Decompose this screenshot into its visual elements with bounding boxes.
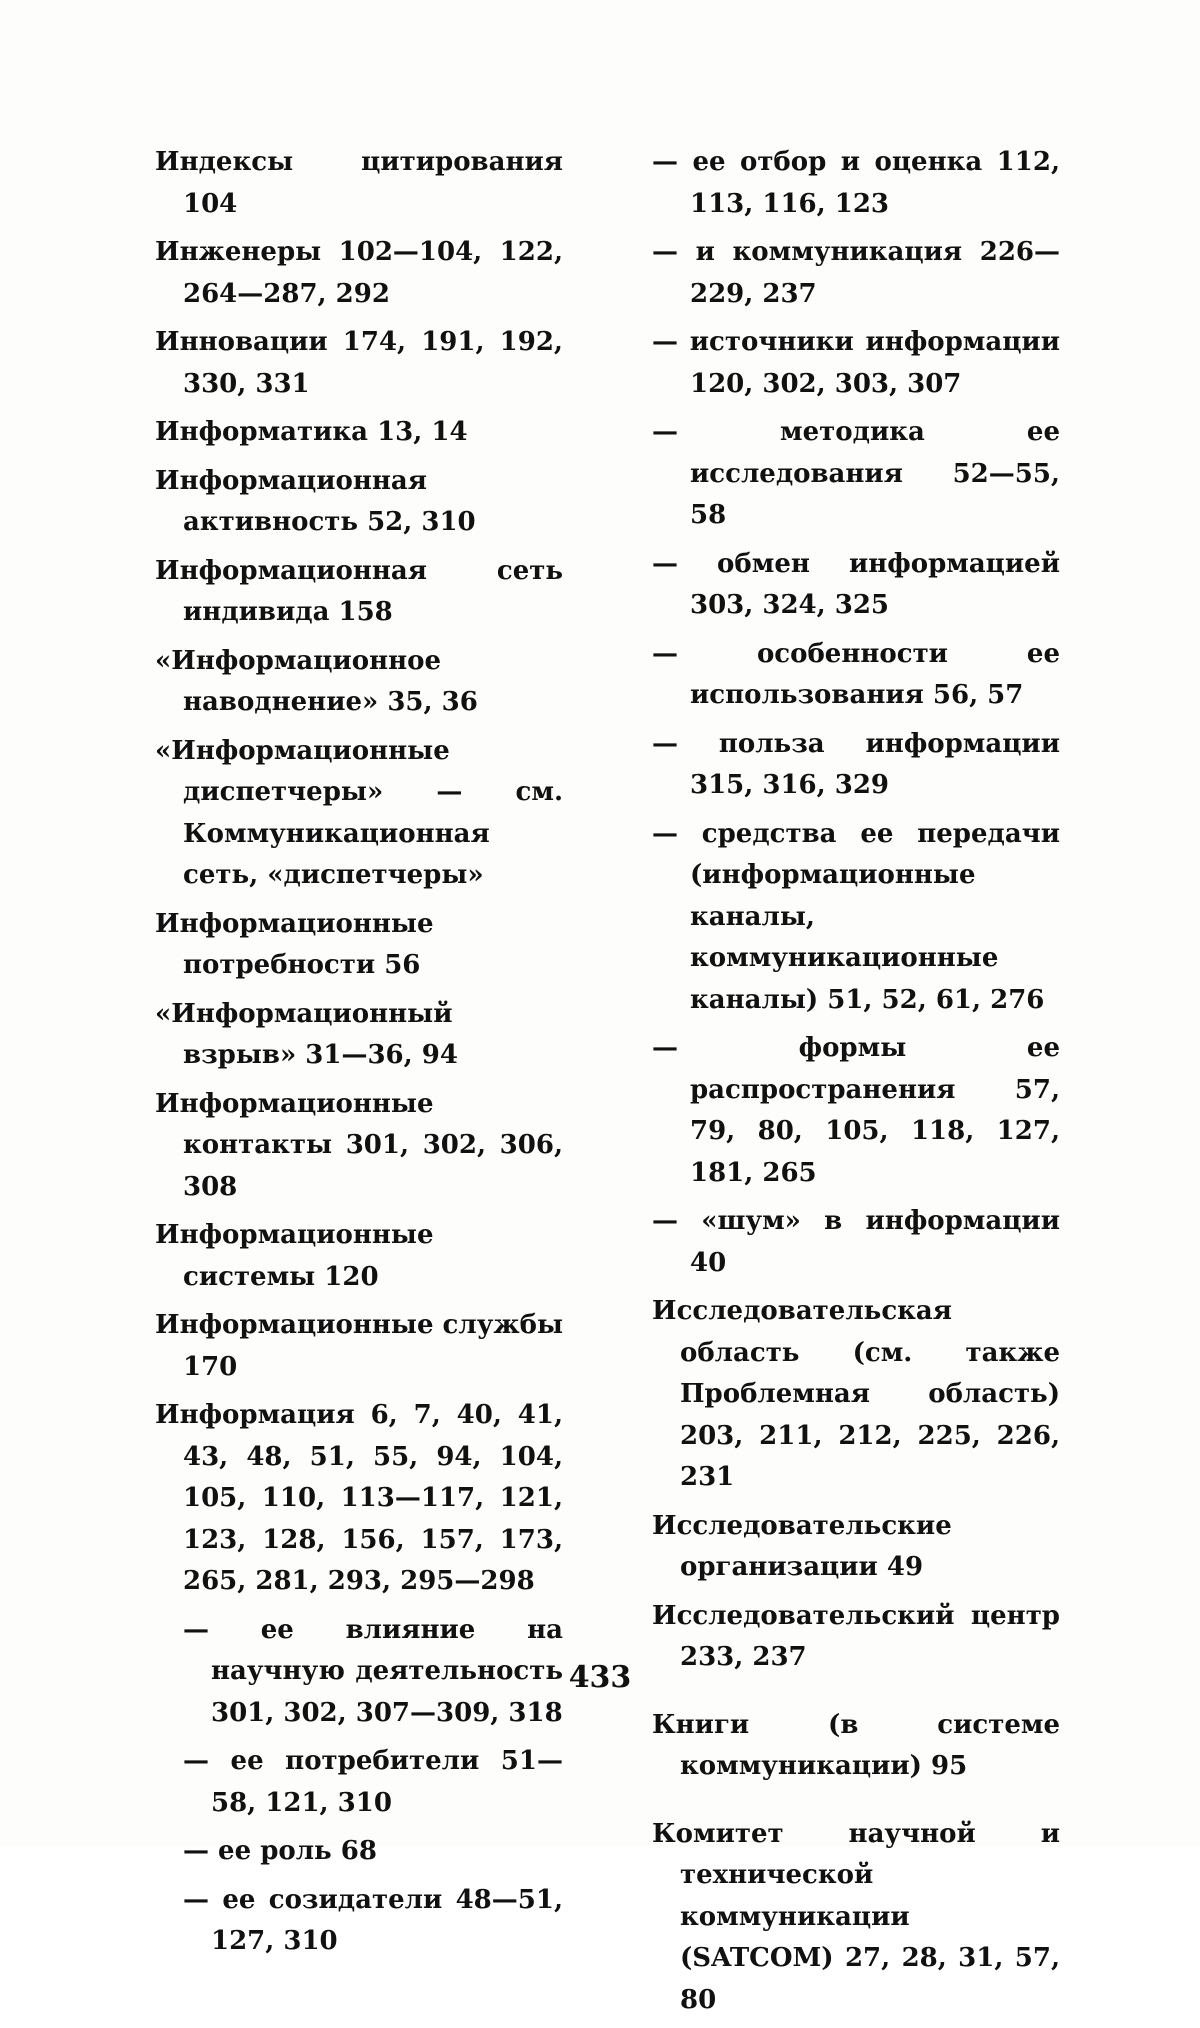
index-entry: Исследовательские организации 49 <box>652 1510 952 1582</box>
index-entry: Информационные потребности 56 <box>155 908 434 980</box>
index-subentry: — особенности ее использования 56, 57 <box>652 638 1060 710</box>
index-subentry: — обмен информацией 303, 324, 325 <box>652 548 1060 620</box>
index-subentry: — источники информации 120, 302, 303, 307 <box>652 327 1060 399</box>
index-entry: Исследовательский центр 233, 237 <box>652 1600 1060 1672</box>
index-subentry: — «шум» в информации 40 <box>652 1206 1060 1278</box>
index-column-left <box>155 142 563 1970</box>
index-subentry: — ее потребители 51—58, 121, 310 <box>183 1746 563 1818</box>
index-entry: «Информационный взрыв» 31—36, 94 <box>155 998 458 1070</box>
index-entry: Индексы цитирования 104 <box>155 147 563 219</box>
index-entry: Информатика 13, 14 <box>155 417 468 447</box>
index-subentry: — польза информации 315, 316, 329 <box>652 728 1060 800</box>
index-entry: Информационная сеть индивида 158 <box>155 555 563 627</box>
index-entry: Инженеры 102—104, 122, 264—287, 292 <box>155 237 563 309</box>
index-subentry: — формы ее распространения 57, 79, 80, 105, 118, 127, 181, 265 <box>652 1033 1060 1188</box>
index-entry: Информационные системы 120 <box>155 1220 434 1292</box>
index-subentry: — ее созидатели 48—51, 127, 310 <box>183 1884 563 1956</box>
index-entry: Информационная активность 52, 310 <box>155 465 476 537</box>
page-number: 433 <box>568 1660 632 1695</box>
index-entry: Исследовательская область (см. также Проблемная область) 203, 211, 212, 225, 226, 231 <box>652 1296 1060 1492</box>
index-entry: «Информационное наводнение» 35, 36 <box>155 645 478 717</box>
index-subentry: — ее отбор и оценка 112, 113, 116, 123 <box>652 147 1060 219</box>
index-subentry: — методика ее исследования 52—55, 58 <box>652 417 1060 530</box>
index-entry: Информационные контакты 301, 302, 306, 308 <box>155 1088 563 1202</box>
index-entry: «Информационные диспетчеры» — см. Коммуникационная сеть, «диспетчеры» <box>155 735 563 890</box>
index-subentry: — ее роль 68 <box>183 1836 377 1866</box>
index-entry: Инновации 174, 191, 192, 330, 331 <box>155 327 563 399</box>
index-subentry: — ее влияние на научную деятельность 301, 302, 307—309, 318 <box>183 1614 563 1728</box>
index-subentry: — и коммуникация 226—229, 237 <box>652 237 1060 309</box>
index-entry: Комитет научной и технической коммуникации (SATCOM) 27, 28, 31, 57, 80 <box>652 1818 1060 2015</box>
index-entry: Книги (в системе коммуникации) 95 <box>652 1709 1060 1781</box>
index-column-right <box>652 142 1060 2028</box>
index-subentry: — средства ее передачи (информационные каналы, коммуникационные каналы) 51, 52, 61, 276 <box>652 818 1060 1015</box>
index-entry: Информация 6, 7, 40, 41, 43, 48, 51, 55, 94, 104, 105, 110, 113—117, 121, 123, 128, 156, 157, 173, 265, 281, 293, 295—298 <box>155 1400 563 1596</box>
index-entry: Информационные службы 170 <box>155 1310 564 1382</box>
